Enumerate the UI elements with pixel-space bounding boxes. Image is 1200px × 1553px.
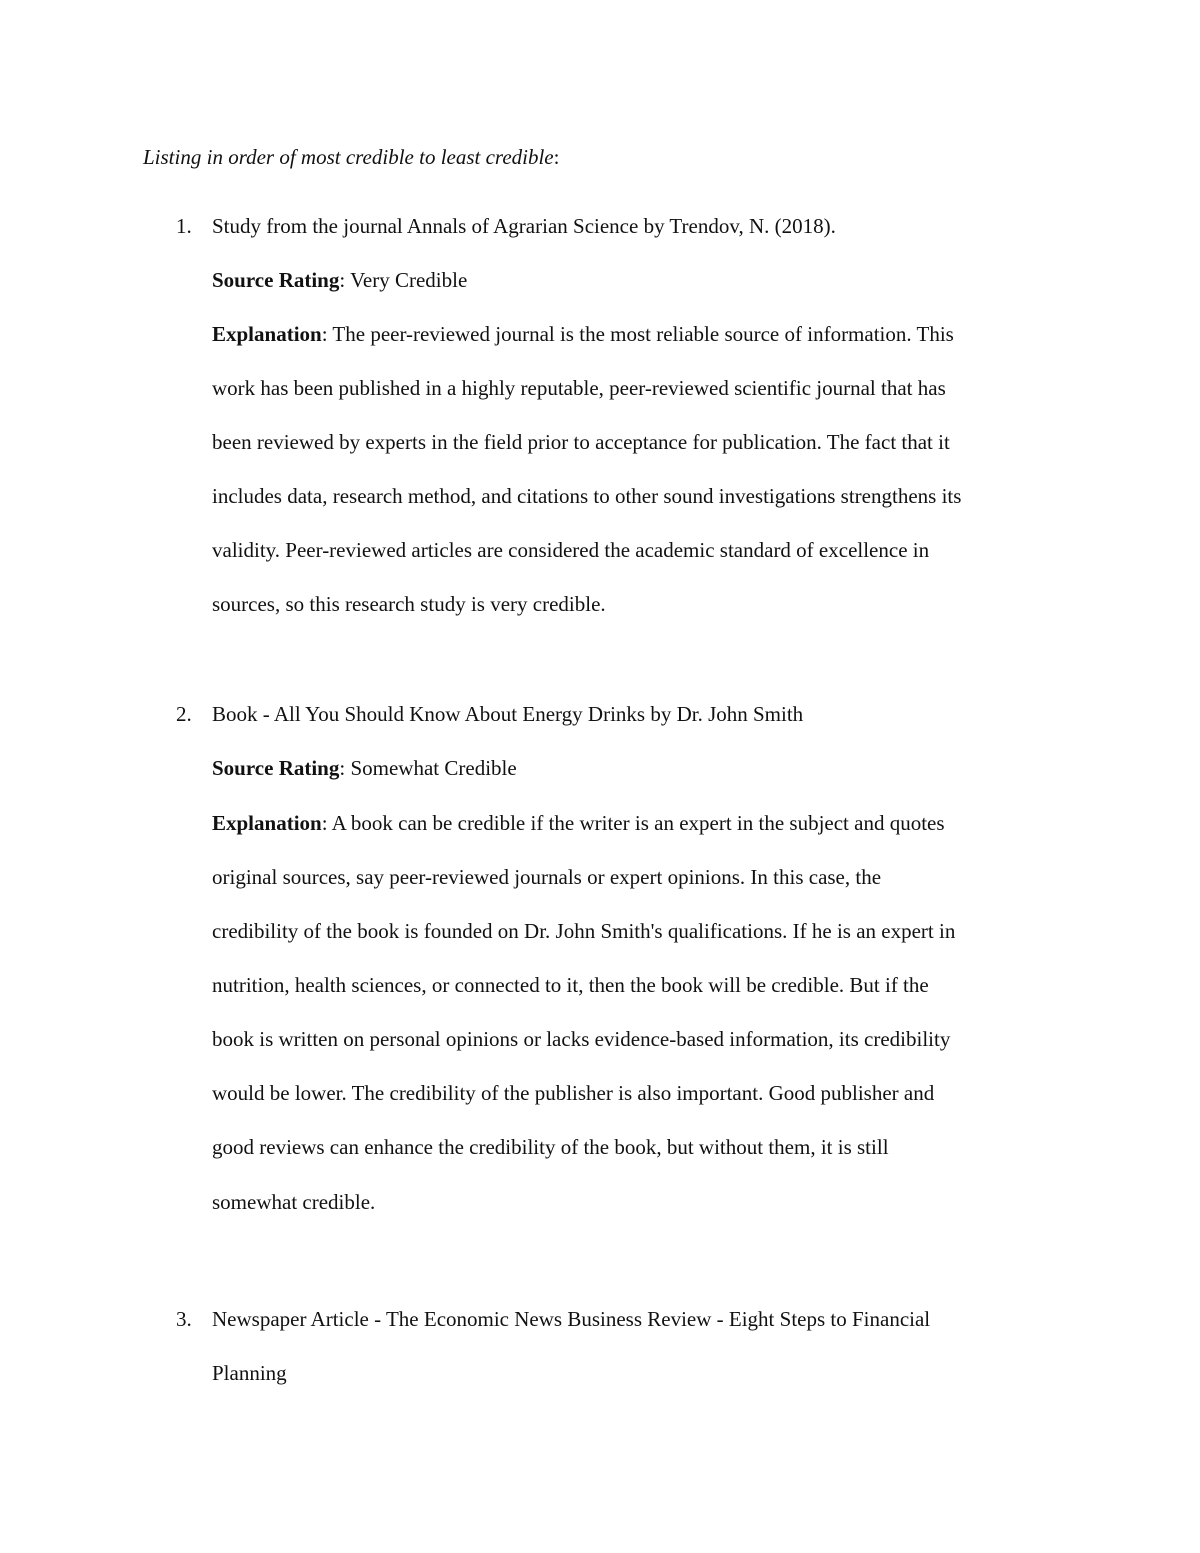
item-2-explanation-line-2: original sources, say peer-reviewed journals or expert opinions. In this case, the <box>212 865 882 889</box>
explanation-text: A book can be credible if the writer is an expert in the subject and quotes <box>327 811 945 835</box>
item-1-explanation-line-5: validity. Peer-reviewed articles are considered the academic standard of excellence in <box>212 538 930 562</box>
item-2-rating <box>212 754 517 782</box>
item-3-title-line-1: Newspaper Article - The Economic News Business Review - Eight Steps to Financial <box>212 1307 931 1331</box>
rating-label: Source Rating <box>212 756 340 780</box>
item-2-explanation-line-5: book is written on personal opinions or lacks evidence-based information, its credibility <box>212 1027 951 1051</box>
item-1-title: Study from the journal Annals of Agrarian Science by Trendov, N. (2018). <box>212 214 836 238</box>
rating-value: Somewhat Credible <box>345 756 517 780</box>
rating-sep: : <box>339 756 346 780</box>
intro-text: Listing in order of most credible to least credible <box>143 145 554 169</box>
item-2-explanation-line-3: credibility of the book is founded on Dr. John Smith's qualifications. If he is an expert in <box>212 919 956 943</box>
item-1-explanation-line-1 <box>212 320 954 348</box>
item-2-number: 2. <box>176 702 192 726</box>
item-2-explanation-line-8: somewhat credible. <box>212 1190 376 1214</box>
explanation-label: Explanation <box>212 322 322 346</box>
explanation-sep: : <box>321 811 328 835</box>
explanation-label: Explanation <box>212 811 322 835</box>
intro-heading <box>143 143 559 171</box>
item-1-rating <box>212 266 467 294</box>
item-2-explanation-line-6: would be lower. The credibility of the publisher is also important. Good publisher and <box>212 1081 935 1105</box>
item-1-number: 1. <box>176 214 192 238</box>
item-2-explanation-line-7: good reviews can enhance the credibility of the book, but without them, it is still <box>212 1135 889 1159</box>
item-3-number: 3. <box>176 1307 192 1331</box>
item-1-explanation-line-3: been reviewed by experts in the field prior to acceptance for publication. The fact that it <box>212 430 950 454</box>
item-1-explanation-line-4: includes data, research method, and citations to other sound investigations strengthens its <box>212 484 962 508</box>
rating-value: Very Credible <box>345 268 468 292</box>
item-2-explanation-line-4: nutrition, health sciences, or connected to it, then the book will be credible. But if the <box>212 973 929 997</box>
item-2-explanation-line-1 <box>212 809 945 837</box>
intro-colon: : <box>553 145 560 169</box>
explanation-sep: : <box>321 322 328 346</box>
item-1-explanation-line-2: work has been published in a highly reputable, peer-reviewed scientific journal that has <box>212 376 946 400</box>
item-2-title: Book - All You Should Know About Energy Drinks by Dr. John Smith <box>212 702 804 726</box>
rating-sep: : <box>339 268 346 292</box>
item-1-explanation-line-6: sources, so this research study is very credible. <box>212 592 606 616</box>
explanation-text: The peer-reviewed journal is the most reliable source of information. This <box>327 322 954 346</box>
item-3-title-line-2: Planning <box>212 1361 287 1385</box>
rating-label: Source Rating <box>212 268 340 292</box>
